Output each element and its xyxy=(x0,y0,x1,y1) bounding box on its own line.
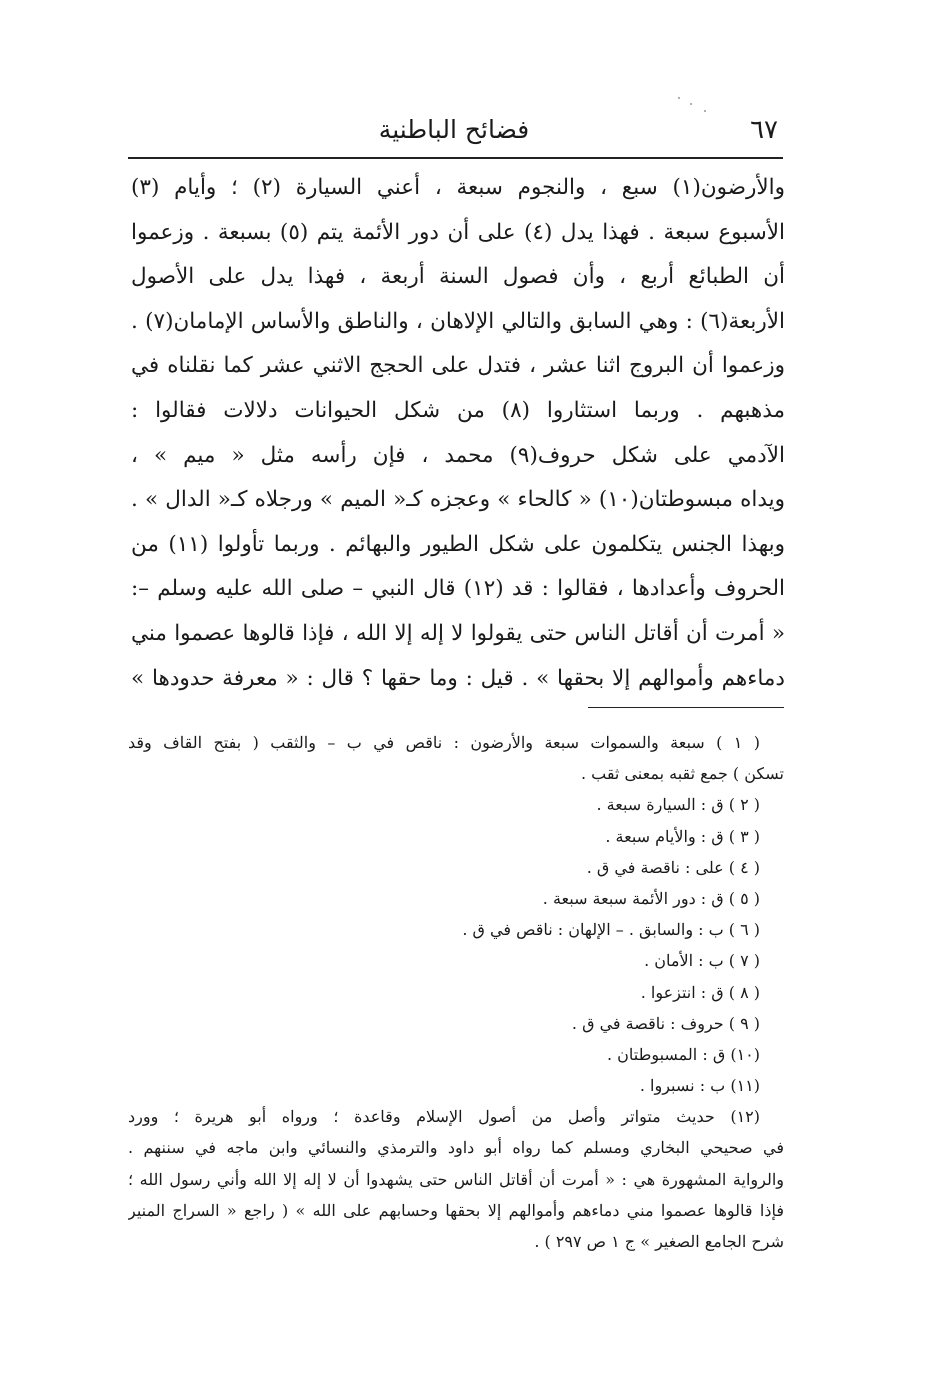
footnotes xyxy=(128,727,784,1257)
text-line: والأرضون(١) سبع ، والنجوم سبعة ، أعني السيارة (٢) ؛ وأيام (٣) xyxy=(131,175,785,200)
text-line: الأربعة(٦) : وهي السابق والتالي الإلاهان ، والناطق والأساس الإمامان(٧) . xyxy=(131,308,785,334)
text-line: وبهذا الجنس يتكلمون على شكل الطيور والبهائم . وربما تأولوا (١١) من xyxy=(131,531,785,557)
footnote-12-continued: والرواية المشهورة هي : « أمرت أن أقاتل الناس حتى يشهدوا أن لا إله إلا الله وأني رسول الله ؛ xyxy=(128,1169,784,1189)
text-line: مذهبهم . وربما استثاروا (٨) من شكل الحيوانات دلالات فقالوا : xyxy=(131,397,785,423)
text-line: الحروف وأعدادها ، فقالوا : قد (١٢) قال النبي – صلى الله عليه وسلم –: xyxy=(131,576,785,602)
footnote-2: ( ٢ ) ق : السيارة سبعة . xyxy=(596,795,760,815)
footnote-5: ( ٥ ) ق : دور الأئمة سبعة سبعة . xyxy=(542,888,760,908)
text-line: وزعموا أن البروج اثنا عشر ، فتدل على الحجج الاثني عشر كما نقلناه في xyxy=(131,353,785,379)
text-line: الآدمي على شكل حروف(٩) محمد ، فإن رأسه مثل « ميم » ، xyxy=(131,442,785,468)
page-header xyxy=(130,112,778,152)
footnote-12-continued: فإذا قالوها عصموا مني دماءهم وأموالهم إلا بحقها وحسابهم على الله » ( راجع « السراج المنير xyxy=(128,1200,784,1220)
footnote-6: ( ٦ ) ب : والسابق . – الإلهان : ناقص في ق . xyxy=(462,920,760,940)
scan-speck xyxy=(704,110,706,112)
text-line: الأسبوع سبعة . فهذا يدل (٤) على أن دور الأئمة يتم (٥) بسبعة . وزعموا xyxy=(131,219,785,245)
text-line: أن الطبائع أربع ، وأن فصول السنة أربعة ، فهذا يدل على الأصول xyxy=(131,264,785,290)
header-rule xyxy=(128,157,783,159)
footnote-1-continued: تسكن ) جمع ثقبه بمعنى ثقب . xyxy=(580,764,784,784)
footnote-1: ( ١ ) سبعة والسموات سبعة والأرضون : ناقص في ب – والثقب ( بفتح القاف وقد xyxy=(128,733,760,752)
footnote-12: (١٢) حديث متواتر وأصل من أصول الإسلام وقاعدة ؛ ورواه أبو هريرة ؛ وورد xyxy=(128,1107,760,1127)
footnote-12-continued: شرح الجامع الصغير » ج ١ ص ٢٩٧ ) . xyxy=(534,1232,784,1251)
footnote-10: (١٠) ق : المسبوطتان . xyxy=(606,1044,760,1064)
footnote-9: ( ٩ ) حروف : ناقصة في ق . xyxy=(571,1013,760,1033)
main-text xyxy=(131,166,785,701)
footnote-separator xyxy=(588,707,784,708)
scan-speck xyxy=(678,97,680,99)
footnote-7: ( ٧ ) ب : الأمان . xyxy=(644,951,760,971)
text-line: ويداه مبسوطتان(١٠) « كالحاء » وعجزه كـ« الميم » ورجلاه كـ« الدال » . xyxy=(131,487,785,513)
text-line: دماءهم وأموالهم إلا بحقها » . قيل : وما حقها ؟ قال : « معرفة حدودها » xyxy=(131,665,785,691)
footnote-12-continued: في صحيحي البخاري ومسلم كما رواه أبو داود والترمذي والنسائي وابن ماجه في سننهم . xyxy=(128,1138,784,1158)
running-title: فضائح الباطنية xyxy=(378,115,530,144)
footnote-8: ( ٨ ) ق : انتزعوا . xyxy=(640,982,760,1002)
scan-speck xyxy=(690,103,692,105)
footnote-3: ( ٣ ) ق : والأيام سبعة . xyxy=(605,826,760,846)
page-number: ٦٧ xyxy=(750,115,778,145)
footnote-4: ( ٤ ) على : ناقصة في ق . xyxy=(586,857,760,877)
footnote-11: (١١) ب : نسبروا . xyxy=(639,1076,760,1096)
text-line: « أمرت أن أقاتل الناس حتى يقولوا لا إله إلا الله ، فإذا قالوها عصموا مني xyxy=(131,620,785,646)
